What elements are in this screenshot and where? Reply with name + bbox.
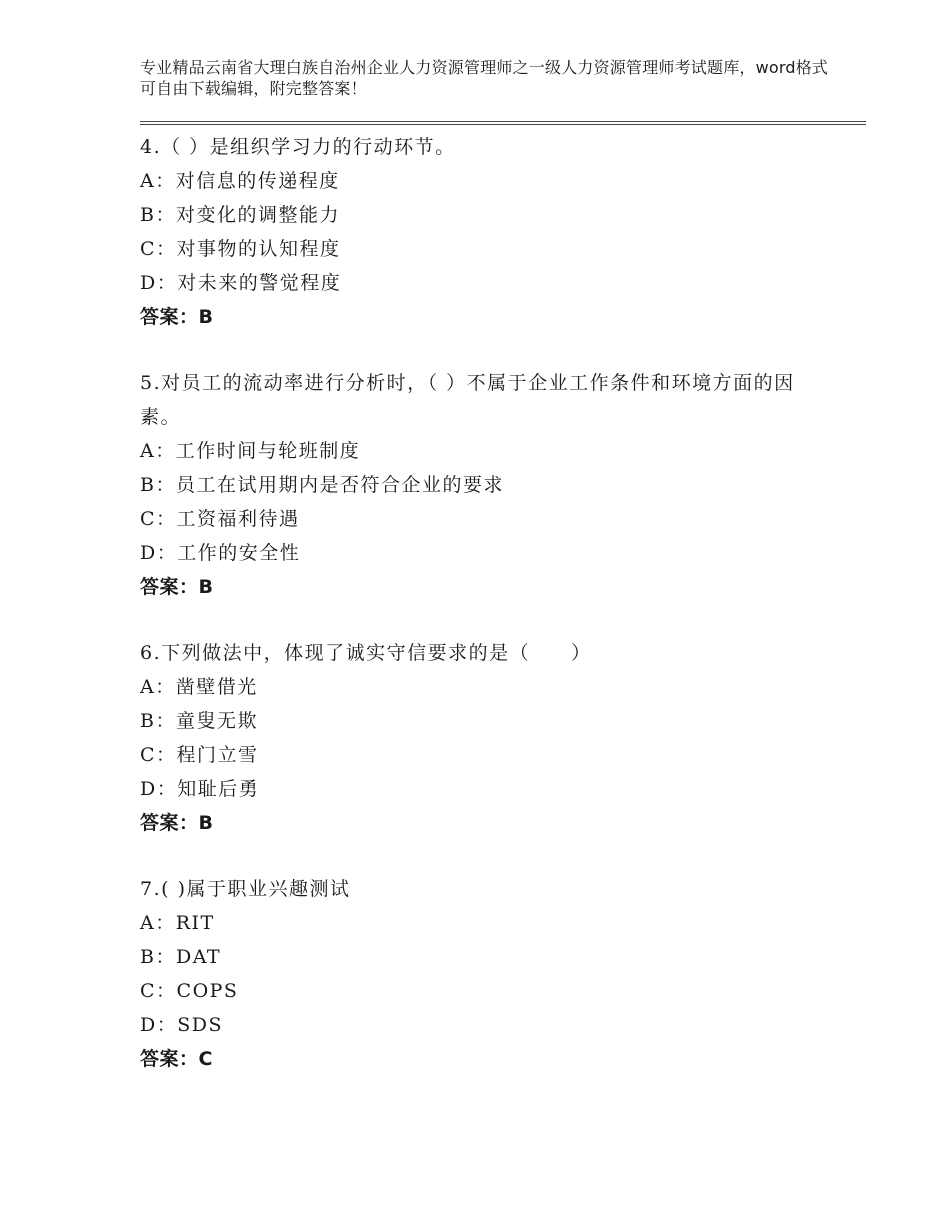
question-6 (140, 636, 840, 840)
document-header: 专业精品云南省大理白族自治州企业人力资源管理师之一级人力资源管理师考试题库，word格式可自由下载编辑，附完整答案！ (140, 58, 829, 98)
answer: 答案：C (140, 1048, 213, 1070)
option-b: B：员工在试用期内是否符合企业的要求 (140, 474, 504, 496)
option-a: A：对信息的传递程度 (140, 170, 340, 192)
option-a: A：凿壁借光 (140, 676, 258, 698)
option-c: C：COPS (140, 980, 239, 1002)
answer: 答案：B (140, 306, 214, 328)
option-b: B：对变化的调整能力 (140, 204, 340, 226)
question-list (140, 130, 840, 1108)
option-d: D：工作的安全性 (140, 542, 301, 564)
header-rule-bottom (140, 124, 866, 125)
option-c: C：对事物的认知程度 (140, 238, 341, 260)
question-stem: 7.( )属于职业兴趣测试 (140, 878, 351, 900)
question-5 (140, 366, 840, 604)
option-d: D：SDS (140, 1014, 223, 1036)
option-c: C：工资福利待遇 (140, 508, 300, 530)
question-stem: 4.（ ）是组织学习力的行动环节。 (140, 136, 456, 158)
answer: 答案：B (140, 576, 214, 598)
header-rule-top (140, 121, 866, 122)
option-d: D：知耻后勇 (140, 778, 260, 800)
option-b: B：童叟无欺 (140, 710, 258, 732)
question-7 (140, 872, 840, 1076)
option-c: C：程门立雪 (140, 744, 259, 766)
question-stem: 5.对员工的流动率进行分析时，（ ）不属于企业工作条件和环境方面的因素。 (140, 372, 795, 428)
question-4 (140, 130, 840, 334)
option-a: A：工作时间与轮班制度 (140, 440, 361, 462)
option-d: D：对未来的警觉程度 (140, 272, 342, 294)
option-a: A：RIT (140, 912, 215, 934)
question-stem: 6.下列做法中，体现了诚实守信要求的是（ ） (140, 642, 592, 664)
option-b: B：DAT (140, 946, 222, 968)
answer: 答案：B (140, 812, 214, 834)
